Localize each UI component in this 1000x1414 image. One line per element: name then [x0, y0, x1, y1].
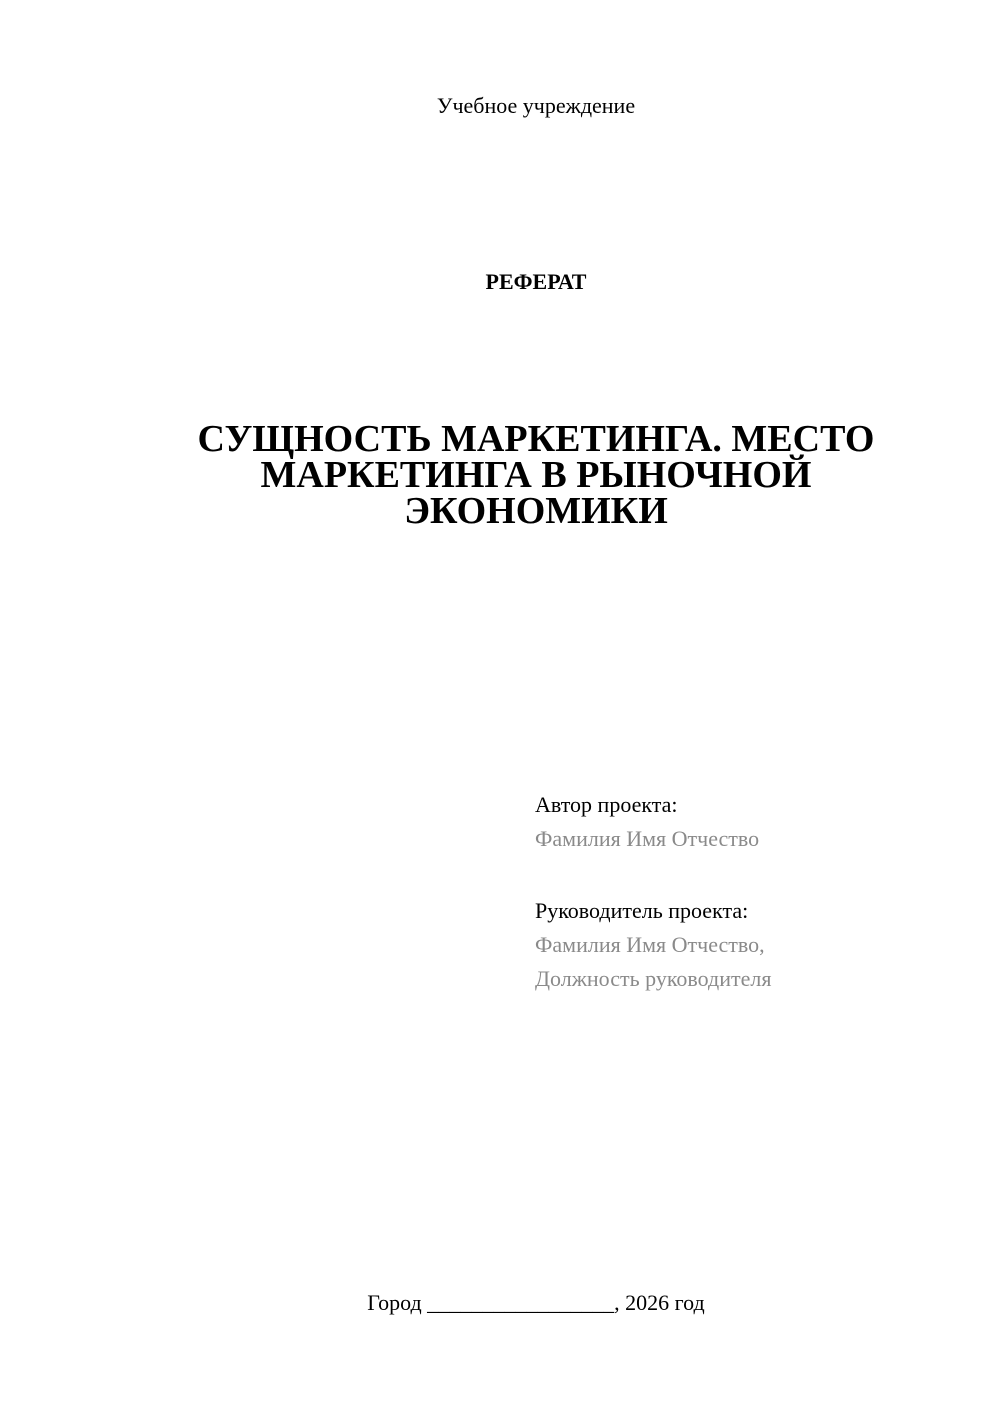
supervisor-position: Должность руководителя	[535, 966, 772, 991]
author-label: Автор проекта:	[535, 792, 678, 817]
supervisor-block	[535, 894, 771, 996]
title-line: СУЩНОСТЬ МАРКЕТИНГА. МЕСТО	[197, 418, 875, 460]
title-line: ЭКОНОМИКИ	[404, 490, 668, 532]
title-line: МАРКЕТИНГА В РЫНОЧНОЙ	[260, 454, 812, 496]
city-year-line: Город _________________, 2026 год	[367, 1290, 705, 1315]
author-block	[535, 788, 759, 856]
author-name: Фамилия Имя Отчество	[535, 826, 760, 851]
institution-name: Учебное учреждение	[436, 93, 636, 118]
supervisor-name: Фамилия Имя Отчество,	[535, 932, 765, 957]
document-title	[170, 418, 902, 532]
document-type: РЕФЕРАТ	[485, 269, 587, 294]
supervisor-label: Руководитель проекта:	[535, 898, 749, 923]
